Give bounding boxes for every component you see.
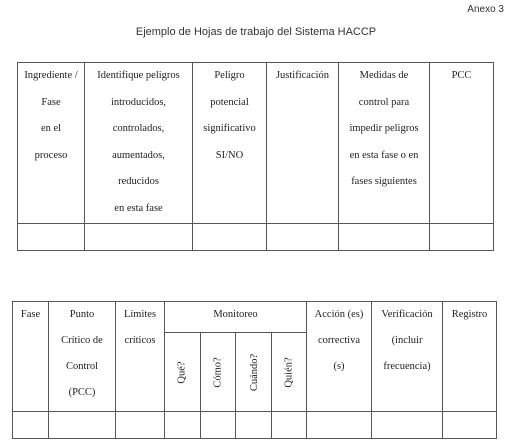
header-identifique-peligros: Identifique peligros introducidos, controlados, aumentados, reducidos en esta fase (85, 63, 193, 224)
header-monitoreo-que: Qué? (165, 333, 201, 412)
input-cell[interactable] (443, 412, 497, 439)
annex-label: Anexo 3 (467, 4, 504, 15)
page-title: Ejemplo de Hojas de trabajo del Sistema HACCP (135, 26, 377, 38)
input-cell[interactable] (339, 224, 430, 251)
input-cell[interactable] (430, 224, 494, 251)
header-monitoreo: Monitoreo (165, 302, 307, 333)
input-cell[interactable] (13, 412, 49, 439)
header-pcc: PCC (430, 63, 494, 224)
input-cell[interactable] (236, 412, 272, 439)
input-cell[interactable] (85, 224, 193, 251)
header-limites-criticos: Límites críticos (116, 302, 165, 412)
header-monitoreo-cuando: Cuándo? (236, 333, 272, 412)
header-ingrediente-fase: Ingrediente / Fase en el proceso (18, 63, 85, 224)
header-peligro-potencial: Peligro potencial significativo SI/NO (193, 63, 267, 224)
input-cell[interactable] (272, 412, 307, 439)
header-monitoreo-como: Cómo? (201, 333, 236, 412)
input-cell[interactable] (193, 224, 267, 251)
header-verificacion: Verificación (incluir frecuencia) (372, 302, 443, 412)
input-cell[interactable] (49, 412, 116, 439)
input-cell[interactable] (307, 412, 372, 439)
header-punto-critico: Punto Crítico de Control (PCC) (49, 302, 116, 412)
input-cell[interactable] (165, 412, 201, 439)
header-fase: Fase (13, 302, 49, 412)
header-medidas-control: Medidas de control para impedir peligros en esta fase o en fases siguientes (339, 63, 430, 224)
header-monitoreo-quien: Quién? (272, 333, 307, 412)
input-cell[interactable] (267, 224, 339, 251)
header-justificacion: Justificación (267, 63, 339, 224)
input-cell[interactable] (201, 412, 236, 439)
input-cell[interactable] (18, 224, 85, 251)
haccp-control-plan-table (12, 301, 497, 439)
header-registro: Registro (443, 302, 497, 412)
input-cell[interactable] (372, 412, 443, 439)
header-accion-correctiva: Acción (es) correctiva (s) (307, 302, 372, 412)
haccp-hazard-analysis-table (17, 62, 494, 251)
input-cell[interactable] (116, 412, 165, 439)
